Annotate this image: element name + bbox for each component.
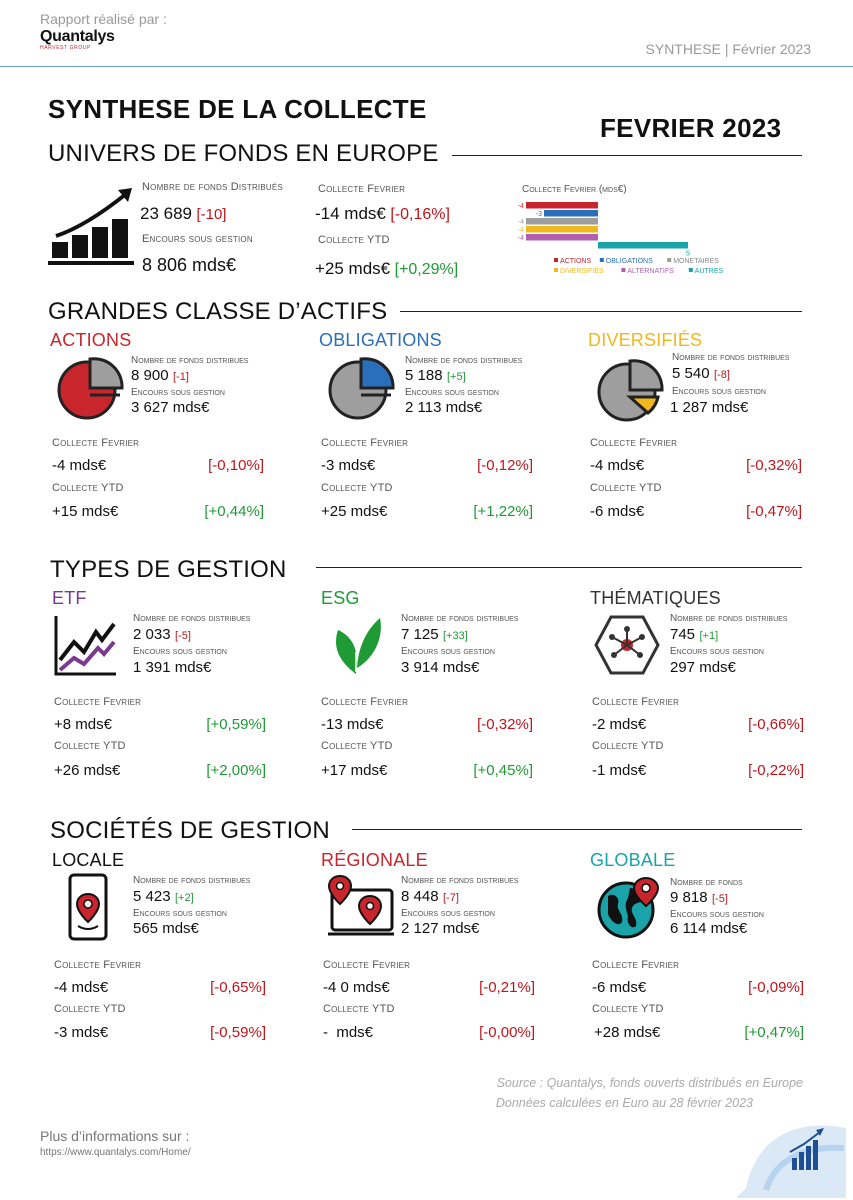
growth-chart-icon xyxy=(46,186,136,277)
esg-nb-delta: [+33] xyxy=(443,630,468,642)
chart-label-actions: -4 xyxy=(517,203,524,210)
etf-feb-value: +8 mds€ xyxy=(54,716,112,733)
regionale-nb-label: Nombre de fonds distribues xyxy=(401,875,519,886)
locale-feb-row xyxy=(54,979,266,996)
header-divider xyxy=(0,66,853,67)
etf-ytd-delta: [+2,00%] xyxy=(206,762,266,779)
diversifies-nb xyxy=(672,365,730,383)
globale-ytd-label: Collecte YTD xyxy=(592,1003,664,1015)
esg-nb-label: Nombre de fonds distribues xyxy=(401,613,519,624)
obligations-ytd-row xyxy=(321,503,533,520)
universe-feb-value: -14 mds€ xyxy=(315,204,386,223)
etf-nb-value: 2 033 xyxy=(133,626,171,643)
diversifies-nb-delta: [-8] xyxy=(714,369,730,381)
obligations-aum-label: Encours sous gestion xyxy=(405,387,499,398)
etf-ytd-label: Collecte YTD xyxy=(54,740,126,752)
thematiques-ytd-delta: [-0,22%] xyxy=(748,762,804,779)
universe-feb-delta: [-0,16%] xyxy=(390,206,450,223)
obligations-nb-label: Nombre de fonds distribues xyxy=(405,355,523,366)
actions-feb-label: Collecte Fevrier xyxy=(52,437,140,449)
locale-nb xyxy=(133,888,194,906)
etf-feb-delta: [+0,59%] xyxy=(206,716,266,733)
actions-feb-row xyxy=(52,457,264,474)
globale-ytd-row xyxy=(594,1024,804,1041)
actions-title: ACTIONS xyxy=(50,330,132,350)
locale-nb-delta: [+2] xyxy=(175,892,194,904)
locale-aum-label: Encours sous gestion xyxy=(133,908,227,919)
chart-label-autres: 5 xyxy=(686,250,690,258)
regionale-aum-value: 2 127 mds€ xyxy=(401,920,480,937)
legend-label-diversifiés: DIVERSIFIÉS xyxy=(560,268,604,275)
regionale-aum-label: Encours sous gestion xyxy=(401,908,495,919)
universe-ytd-value: +25 mds€ xyxy=(315,259,391,278)
obligations-feb-row xyxy=(321,457,533,474)
thematiques-feb-row xyxy=(592,716,804,733)
globale-nb-label: Nombre de fonds xyxy=(670,877,743,888)
companies-rule xyxy=(352,829,802,830)
thematiques-aum-value: 297 mds€ xyxy=(670,659,736,676)
diversifies-nb-label: Nombre de fonds distribues xyxy=(672,352,790,363)
actions-pie-icon xyxy=(56,355,126,430)
actions-aum-label: Encours sous gestion xyxy=(131,387,225,398)
legend-swatch-obligations xyxy=(600,258,604,262)
obligations-feb-value: -3 mds€ xyxy=(321,457,376,474)
etf-nb xyxy=(133,626,191,644)
asset-classes-rule xyxy=(400,311,802,312)
etf-aum-value: 1 391 mds€ xyxy=(133,659,212,676)
actions-aum-value: 3 627 mds€ xyxy=(131,399,210,416)
universe-heading: UNIVERS DE FONDS EN EUROPE xyxy=(48,140,439,167)
etf-aum-label: Encours sous gestion xyxy=(133,646,227,657)
page-title: SYNTHESE DE LA COLLECTE xyxy=(48,94,427,124)
locale-ytd-value: -3 mds€ xyxy=(54,1024,109,1041)
actions-nb-delta: [-1] xyxy=(173,371,189,383)
report-by-label: Rapport réalisé par : xyxy=(40,11,167,27)
regionale-nb-delta: [-7] xyxy=(443,892,459,904)
actions-nb-value: 8 900 xyxy=(131,367,169,384)
chart-bar-obligations xyxy=(544,210,598,217)
obligations-feb-label: Collecte Fevrier xyxy=(321,437,409,449)
thematiques-network-icon xyxy=(594,615,660,680)
esg-aum-value: 3 914 mds€ xyxy=(401,659,480,676)
diversifies-title: DIVERSIFIÉS xyxy=(588,330,703,350)
legend-swatch-actions xyxy=(554,258,558,262)
regionale-ytd-delta: [-0,00%] xyxy=(479,1024,535,1041)
diversifies-nb-value: 5 540 xyxy=(672,365,710,382)
header-right-title: SYNTHESE | Février 2023 xyxy=(645,41,811,57)
obligations-nb-delta: [+5] xyxy=(447,371,466,383)
quantalys-logo xyxy=(40,29,115,51)
universe-feb-label: Collecte Fevrier xyxy=(318,183,406,195)
esg-ytd-value: +17 mds€ xyxy=(321,762,388,779)
regionale-title: RÉGIONALE xyxy=(321,850,428,870)
chart-label-monetaires: -4 xyxy=(517,219,524,226)
diversifies-ytd-row xyxy=(590,503,802,520)
regionale-ytd-value: - mds€ xyxy=(323,1024,374,1041)
thematiques-nb-value: 745 xyxy=(670,626,696,643)
thematiques-title: THÉMATIQUES xyxy=(590,588,721,608)
management-types-heading: TYPES DE GESTION xyxy=(50,556,287,583)
etf-ytd-value: +26 mds€ xyxy=(54,762,121,779)
globale-nb-value: 9 818 xyxy=(670,889,708,906)
chart-bar-autres xyxy=(598,242,688,249)
companies-heading: SOCIÉTÉS DE GESTION xyxy=(50,817,330,844)
locale-ytd-delta: [-0,59%] xyxy=(210,1024,266,1041)
etf-nb-label: Nombre de fonds distribues xyxy=(133,613,251,624)
thematiques-feb-value: -2 mds€ xyxy=(592,716,647,733)
locale-title: LOCALE xyxy=(52,850,125,870)
thematiques-feb-label: Collecte Fevrier xyxy=(592,696,680,708)
etf-line-chart-icon xyxy=(52,612,118,683)
flow-bar-chart xyxy=(492,196,732,284)
regionale-map-icon xyxy=(326,874,396,945)
legend-swatch-alternatifs xyxy=(621,268,625,272)
thematiques-feb-delta: [-0,66%] xyxy=(748,716,804,733)
diversifies-pie-icon xyxy=(596,357,666,432)
regionale-nb-value: 8 448 xyxy=(401,888,439,905)
esg-nb xyxy=(401,626,468,644)
obligations-aum-value: 2 113 mds€ xyxy=(405,399,483,416)
source-line-1: Source : Quantalys, fonds ouverts distribués en Europe xyxy=(496,1076,803,1090)
chart-bar-actions xyxy=(526,202,598,209)
obligations-title: OBLIGATIONS xyxy=(319,330,442,350)
universe-ytd-label: Collecte YTD xyxy=(318,234,390,246)
actions-nb xyxy=(131,367,189,385)
globale-ytd-delta: [+0,47%] xyxy=(744,1024,804,1041)
chart-label-alternatifs: -4 xyxy=(517,235,524,242)
diversifies-aum-label: Encours sous gestion xyxy=(672,386,766,397)
esg-feb-delta: [-0,32%] xyxy=(477,716,533,733)
actions-ytd-row xyxy=(52,503,264,520)
universe-nb xyxy=(140,204,226,224)
obligations-feb-delta: [-0,12%] xyxy=(477,457,533,474)
quantalys-home-link[interactable]: https://www.quantalys.com/Home/ xyxy=(40,1147,191,1158)
chart-bar-monetaires xyxy=(526,218,598,225)
globale-feb-value: -6 mds€ xyxy=(592,979,647,996)
regionale-feb-value: -4 0 mds€ xyxy=(323,979,390,996)
regionale-feb-delta: [-0,21%] xyxy=(479,979,535,996)
asset-classes-heading: GRANDES CLASSE D’ACTIFS xyxy=(48,298,388,325)
thematiques-ytd-label: Collecte YTD xyxy=(592,740,664,752)
legend-label-monetaires: MONETAIRES xyxy=(673,258,719,265)
esg-ytd-label: Collecte YTD xyxy=(321,740,393,752)
legend-label-autres: AUTRES xyxy=(694,268,724,275)
thematiques-nb xyxy=(670,626,718,644)
esg-feb-label: Collecte Fevrier xyxy=(321,696,409,708)
globale-nb xyxy=(670,889,728,907)
globale-feb-label: Collecte Fevrier xyxy=(592,959,680,971)
regionale-nb xyxy=(401,888,459,906)
locale-feb-value: -4 mds€ xyxy=(54,979,109,996)
universe-aum-value: 8 806 mds€ xyxy=(142,255,237,275)
diversifies-feb-label: Collecte Fevrier xyxy=(590,437,678,449)
legend-label-actions: ACTIONS xyxy=(560,258,592,265)
month-title: FEVRIER 2023 xyxy=(600,113,782,143)
regionale-ytd-label: Collecte YTD xyxy=(323,1003,395,1015)
obligations-pie-icon xyxy=(327,355,397,430)
globale-feb-row xyxy=(592,979,804,996)
regionale-feb-label: Collecte Fevrier xyxy=(323,959,411,971)
universe-nb-value: 23 689 xyxy=(140,204,192,223)
locale-pin-icon xyxy=(66,872,110,947)
obligations-nb-value: 5 188 xyxy=(405,367,443,384)
etf-feb-label: Collecte Fevrier xyxy=(54,696,142,708)
actions-feb-value: -4 mds€ xyxy=(52,457,107,474)
diversifies-feb-value: -4 mds€ xyxy=(590,457,645,474)
obligations-nb xyxy=(405,367,466,385)
globale-title: GLOBALE xyxy=(590,850,676,870)
diversifies-feb-row xyxy=(590,457,802,474)
universe-nb-label: Nombre de fonds Distribués xyxy=(142,181,283,193)
universe-feb xyxy=(315,204,450,224)
obligations-ytd-delta: [+1,22%] xyxy=(473,503,533,520)
logo-sub: HARVEST GROUP xyxy=(40,45,91,51)
more-info-label: Plus d’informations sur : xyxy=(40,1128,190,1144)
globale-globe-icon xyxy=(596,874,662,945)
actions-feb-delta: [-0,10%] xyxy=(208,457,264,474)
globale-feb-delta: [-0,09%] xyxy=(748,979,804,996)
globale-nb-delta: [-5] xyxy=(712,893,728,905)
etf-nb-delta: [-5] xyxy=(175,630,191,642)
etf-title: ETF xyxy=(52,588,87,608)
thematiques-nb-label: Nombre de fonds distribues xyxy=(670,613,788,624)
chart-bar-diversifiés xyxy=(526,226,598,233)
obligations-ytd-label: Collecte YTD xyxy=(321,482,393,494)
etf-feb-row xyxy=(54,716,266,733)
regionale-ytd-row xyxy=(323,1024,535,1041)
esg-feb-row xyxy=(321,716,533,733)
esg-feb-value: -13 mds€ xyxy=(321,716,384,733)
regionale-feb-row xyxy=(323,979,535,996)
thematiques-nb-delta: [+1] xyxy=(699,630,719,642)
universe-ytd-delta: [+0,29%] xyxy=(394,261,459,278)
obligations-ytd-value: +25 mds€ xyxy=(321,503,388,520)
legend-swatch-autres xyxy=(689,268,693,272)
locale-ytd-row xyxy=(54,1024,266,1041)
esg-ytd-delta: [+0,45%] xyxy=(473,762,533,779)
locale-feb-delta: [-0,65%] xyxy=(210,979,266,996)
esg-ytd-row xyxy=(321,762,533,779)
locale-ytd-label: Collecte YTD xyxy=(54,1003,126,1015)
actions-nb-label: Nombre de fonds distribues xyxy=(131,355,249,366)
diversifies-ytd-label: Collecte YTD xyxy=(590,482,662,494)
universe-ytd xyxy=(315,259,458,279)
universe-nb-delta: [-10] xyxy=(196,206,227,223)
locale-feb-label: Collecte Fevrier xyxy=(54,959,142,971)
legend-swatch-diversifiés xyxy=(554,268,558,272)
universe-aum-label: Encours sous gestion xyxy=(142,233,253,245)
esg-leaf-icon xyxy=(330,612,382,681)
diversifies-feb-delta: [-0,32%] xyxy=(746,457,802,474)
globale-ytd-value: +28 mds€ xyxy=(594,1024,661,1041)
esg-aum-label: Encours sous gestion xyxy=(401,646,495,657)
legend-label-obligations: OBLIGATIONS xyxy=(605,258,653,265)
source-line-2: Données calculées en Euro au 28 février 2023 xyxy=(495,1096,753,1110)
locale-nb-value: 5 423 xyxy=(133,888,171,905)
etf-ytd-row xyxy=(54,762,266,779)
locale-aum-value: 565 mds€ xyxy=(133,920,199,937)
diversifies-aum-value: 1 287 mds€ xyxy=(670,399,749,416)
locale-nb-label: Nombre de fonds distribues xyxy=(133,875,251,886)
actions-ytd-delta: [+0,44%] xyxy=(204,503,264,520)
esg-nb-value: 7 125 xyxy=(401,626,439,643)
globale-aum-label: Encours sous gestion xyxy=(670,909,764,920)
thematiques-ytd-value: -1 mds€ xyxy=(592,762,647,779)
chart-title: Collecte Fevrier (mds€) xyxy=(522,184,627,195)
diversifies-ytd-delta: [-0,47%] xyxy=(746,503,802,520)
thematiques-aum-label: Encours sous gestion xyxy=(670,646,764,657)
legend-swatch-monetaires xyxy=(667,258,671,262)
management-types-rule xyxy=(316,567,802,568)
universe-rule xyxy=(452,155,802,156)
legend-label-alternatifs: ALTERNATIFS xyxy=(627,268,674,275)
globale-aum-value: 6 114 mds€ xyxy=(670,920,748,937)
chart-label-diversifiés: -4 xyxy=(517,227,524,234)
diversifies-ytd-value: -6 mds€ xyxy=(590,503,645,520)
thematiques-ytd-row xyxy=(592,762,804,779)
footer-chart-decoration-icon xyxy=(726,1108,852,1200)
chart-bar-alternatifs xyxy=(526,234,598,241)
actions-ytd-label: Collecte YTD xyxy=(52,482,124,494)
actions-ytd-value: +15 mds€ xyxy=(52,503,119,520)
esg-title: ESG xyxy=(321,588,360,608)
logo-name: Quantalys xyxy=(40,28,115,45)
chart-label-obligations: -3 xyxy=(535,211,542,218)
